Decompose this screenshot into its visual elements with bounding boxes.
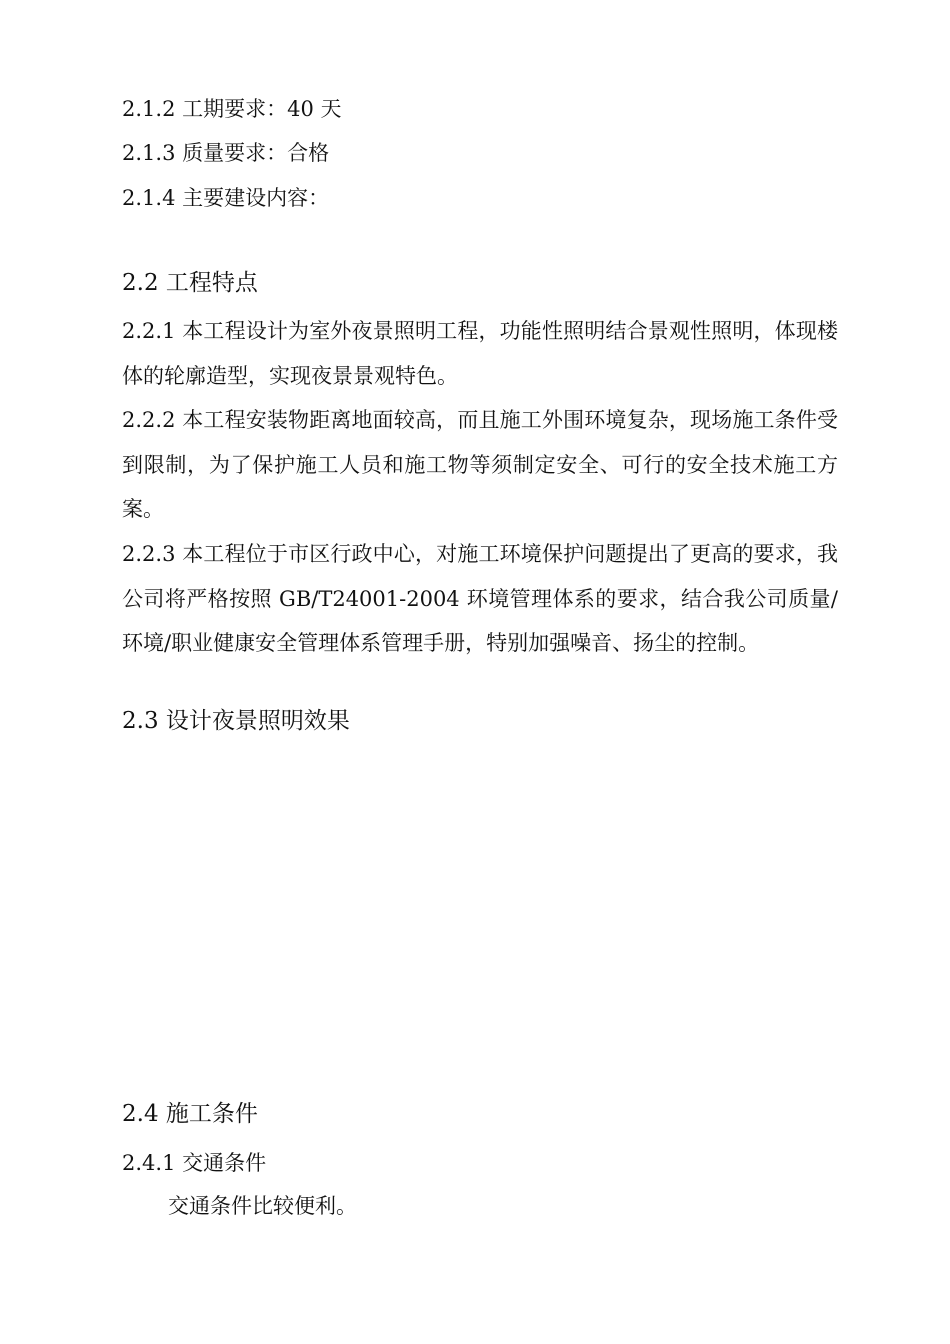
item-2-1-4-scope: 2.1.4 主要建设内容：	[122, 186, 330, 210]
paragraph-2-2-3: 2.2.3 本工程位于市区行政中心，对施工环境保护问题提出了更高的要求，我公司将严格按照 GB/T24001-2004 环境管理体系的要求，结合我公司质量/环境/职业健康安全管理体系管理手册，特别加强噪音、扬尘的控制。	[122, 542, 838, 655]
paragraph-2-2-1: 2.2.1 本工程设计为室外夜景照明工程，功能性照明结合景观性照明，体现楼体的轮廓造型，实现夜景景观特色。	[122, 319, 838, 388]
item-2-4-1-heading: 2.4.1 交通条件	[122, 1151, 267, 1175]
section-2-3-heading: 2.3 设计夜景照明效果	[122, 708, 350, 734]
paragraph-2-2-2: 2.2.2 本工程安装物距离地面较高，而且施工外围环境复杂，现场施工条件受到限制，为了保护施工人员和施工物等须制定安全、可行的安全技术施工方案。	[122, 408, 838, 521]
section-2-4-heading: 2.4 施工条件	[122, 1101, 258, 1127]
item-2-4-1-body: 交通条件比较便利。	[168, 1194, 357, 1218]
section-2-2-heading: 2.2 工程特点	[122, 270, 258, 296]
item-2-1-2-schedule: 2.1.2 工期要求：40 天	[122, 97, 342, 121]
item-2-1-3-quality: 2.1.3 质量要求：合格	[122, 141, 330, 165]
